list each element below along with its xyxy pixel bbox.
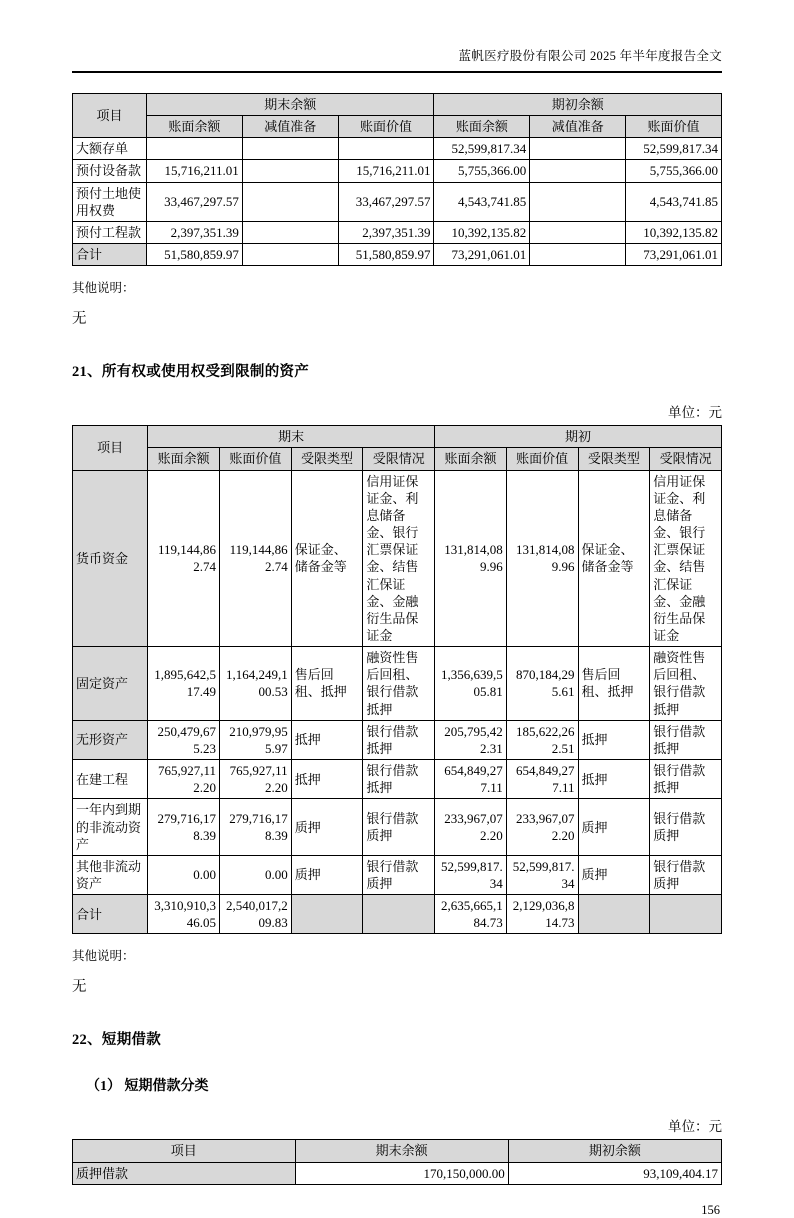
cell-value: 1,895,642,517.49: [148, 647, 220, 721]
table-row: [73, 720, 722, 759]
table-header-row: [73, 94, 722, 116]
cell-restriction-detail: 银行借款抵押: [363, 720, 435, 759]
cell-value: 1,164,249,100.53: [219, 647, 291, 721]
cell-value: 10,392,135.82: [434, 221, 530, 243]
other-note-value: 无: [72, 311, 87, 328]
table-row: [73, 221, 722, 243]
column-header: 减值准备: [242, 116, 338, 138]
cell-value: 2,635,665,184.73: [435, 895, 507, 934]
cell-value: [530, 221, 626, 243]
cell-value: [242, 138, 338, 160]
column-header: 受限类型: [291, 448, 363, 470]
row-label: 预付设备款: [73, 160, 147, 182]
cell-value: 119,144,862.74: [148, 470, 220, 647]
column-group-beginning: 期初余额: [434, 94, 722, 116]
cell-restriction-detail: 信用证保证金、利息储备金、银行汇票保证金、结售汇保证金、金融衍生品保证金: [650, 470, 722, 647]
page-number: 156: [701, 1202, 720, 1217]
restricted-assets-table: [72, 425, 722, 934]
cell-value: 0.00: [219, 855, 291, 894]
column-header: 账面余额: [148, 448, 220, 470]
row-label: 在建工程: [73, 760, 148, 799]
cell-value: [242, 244, 338, 266]
cell-restriction-detail: 融资性售后回租、银行借款抵押: [363, 647, 435, 721]
report-title-header: [72, 46, 722, 73]
report-title: 蓝帆医疗股份有限公司 2025 年半年度报告全文: [458, 49, 722, 63]
table-row: [73, 470, 722, 647]
cell-value: 33,467,297.57: [146, 182, 242, 221]
cell-value: 2,397,351.39: [338, 221, 434, 243]
column-header: 账面价值: [219, 448, 291, 470]
table-row: [73, 138, 722, 160]
cell-restriction-detail: 信用证保证金、利息储备金、银行汇票保证金、结售汇保证金、金融衍生品保证金: [363, 470, 435, 647]
cell-value: 5,755,366.00: [434, 160, 530, 182]
table-row: [73, 160, 722, 182]
table-row: [73, 855, 722, 894]
cell-restriction-type: 保证金、储备金等: [578, 470, 650, 647]
cell-restriction-type: 保证金、储备金等: [291, 470, 363, 647]
cell-value: [338, 138, 434, 160]
cell-value: 10,392,135.82: [626, 221, 722, 243]
row-label: 质押借款: [73, 1162, 296, 1184]
column-header: 期末余额: [295, 1140, 508, 1162]
cell-value: 233,967,072.20: [506, 799, 578, 855]
cell-value: 279,716,178.39: [148, 799, 220, 855]
cell-value: [530, 182, 626, 221]
table-header-row: [73, 1140, 722, 1162]
table-subheader-row: [73, 116, 722, 138]
cell-value: 4,543,741.85: [626, 182, 722, 221]
row-label-total: 合计: [73, 244, 147, 266]
table-row: [73, 647, 722, 721]
table-subheader-row: [73, 448, 722, 470]
cell-value: 2,540,017,209.83: [219, 895, 291, 934]
cell-value: 52,599,817.34: [506, 855, 578, 894]
cell-value: [146, 138, 242, 160]
row-label: 预付土地使用权费: [73, 182, 147, 221]
cell-restriction-detail: 银行借款质押: [650, 855, 722, 894]
cell-value: 33,467,297.57: [338, 182, 434, 221]
cell-value: 205,795,422.31: [435, 720, 507, 759]
cell-value: 52,599,817.34: [434, 138, 530, 160]
cell-value: 52,599,817.34: [435, 855, 507, 894]
cell-value: 233,967,072.20: [435, 799, 507, 855]
cell-value: [530, 160, 626, 182]
column-header: 减值准备: [530, 116, 626, 138]
cell-value: 4,543,741.85: [434, 182, 530, 221]
cell-value: 93,109,404.17: [508, 1162, 721, 1184]
cell-restriction-type: 质押: [291, 855, 363, 894]
unit-label: 单位：元: [668, 405, 722, 421]
column-group-ending: 期末余额: [146, 94, 433, 116]
cell-value: 52,599,817.34: [626, 138, 722, 160]
cell-restriction-type: 抵押: [578, 760, 650, 799]
column-header: 账面余额: [434, 116, 530, 138]
table-total-row: [73, 895, 722, 934]
cell-value: 5,755,366.00: [626, 160, 722, 182]
cell-value: 765,927,112.20: [219, 760, 291, 799]
cell-value: [530, 138, 626, 160]
cell-value: 51,580,859.97: [146, 244, 242, 266]
cell-restriction-type: 质押: [291, 799, 363, 855]
cell-restriction-type: 售后回租、抵押: [291, 647, 363, 721]
short-term-loans-table: [72, 1139, 722, 1184]
row-label: 固定资产: [73, 647, 148, 721]
column-header-item: 项目: [73, 1140, 296, 1162]
cell-value: [242, 182, 338, 221]
row-label: 大额存单: [73, 138, 147, 160]
cell-restriction-detail: 银行借款质押: [363, 799, 435, 855]
column-header-item: 项目: [73, 426, 148, 470]
table-header-row: [73, 426, 722, 448]
cell-value: 51,580,859.97: [338, 244, 434, 266]
other-note-label: 其他说明：: [72, 281, 135, 296]
cell-value: 15,716,211.01: [146, 160, 242, 182]
section-21-title: 21、所有权或使用权受到限制的资产: [72, 364, 310, 381]
cell-restriction-detail: 银行借款质押: [363, 855, 435, 894]
column-header: 受限类型: [578, 448, 650, 470]
cell-restriction-type: 质押: [578, 799, 650, 855]
column-group-ending: 期末: [148, 426, 435, 448]
cell-restriction-detail: [363, 895, 435, 934]
cell-restriction-type: [291, 895, 363, 934]
cell-restriction-detail: 银行借款抵押: [650, 720, 722, 759]
cell-restriction-detail: 融资性售后回租、银行借款抵押: [650, 647, 722, 721]
column-header: 账面价值: [338, 116, 434, 138]
cell-value: 870,184,295.61: [506, 647, 578, 721]
cell-restriction-detail: 银行借款抵押: [363, 760, 435, 799]
cell-value: [242, 221, 338, 243]
table-total-row: [73, 244, 722, 266]
cell-value: 185,622,262.51: [506, 720, 578, 759]
section-22-subtitle: （1） 短期借款分类: [86, 1079, 209, 1095]
row-label: 预付工程款: [73, 221, 147, 243]
cell-value: 0.00: [148, 855, 220, 894]
column-header: 账面余额: [435, 448, 507, 470]
unit-label: 单位：元: [668, 1119, 722, 1135]
cell-restriction-detail: [650, 895, 722, 934]
column-group-beginning: 期初: [435, 426, 722, 448]
other-note-label: 其他说明：: [72, 949, 135, 964]
column-header: 账面余额: [146, 116, 242, 138]
table-row: [73, 760, 722, 799]
cell-restriction-type: 售后回租、抵押: [578, 647, 650, 721]
section-22-title: 22、短期借款: [72, 1032, 162, 1049]
row-label: 货币资金: [73, 470, 148, 647]
cell-value: 73,291,061.01: [626, 244, 722, 266]
table-row: [73, 799, 722, 855]
row-label: 一年内到期的非流动资产: [73, 799, 148, 855]
cell-value: 2,129,036,814.73: [506, 895, 578, 934]
column-header: 期初余额: [508, 1140, 721, 1162]
cell-value: 15,716,211.01: [338, 160, 434, 182]
column-header: 账面价值: [506, 448, 578, 470]
cell-value: 170,150,000.00: [295, 1162, 508, 1184]
cell-value: 250,479,675.23: [148, 720, 220, 759]
cell-value: [242, 160, 338, 182]
cell-value: 3,310,910,346.05: [148, 895, 220, 934]
cell-value: 131,814,089.96: [506, 470, 578, 647]
row-label-total: 合计: [73, 895, 148, 934]
table-row: [73, 182, 722, 221]
cell-value: 210,979,955.97: [219, 720, 291, 759]
cell-restriction-type: [578, 895, 650, 934]
cell-restriction-detail: 银行借款质押: [650, 799, 722, 855]
cell-value: 765,927,112.20: [148, 760, 220, 799]
table-row: [73, 1162, 722, 1184]
column-header: 账面价值: [626, 116, 722, 138]
row-label: 无形资产: [73, 720, 148, 759]
cell-restriction-type: 抵押: [291, 760, 363, 799]
column-header-item: 项目: [73, 94, 147, 138]
column-header: 受限情况: [363, 448, 435, 470]
cell-restriction-type: 质押: [578, 855, 650, 894]
cell-restriction-type: 抵押: [578, 720, 650, 759]
cell-value: 279,716,178.39: [219, 799, 291, 855]
column-header: 受限情况: [650, 448, 722, 470]
row-label: 其他非流动资产: [73, 855, 148, 894]
cell-value: 654,849,277.11: [506, 760, 578, 799]
cell-value: [530, 244, 626, 266]
prepayments-balance-table: [72, 93, 722, 266]
cell-value: 73,291,061.01: [434, 244, 530, 266]
cell-restriction-detail: 银行借款抵押: [650, 760, 722, 799]
other-note-value: 无: [72, 979, 87, 996]
cell-value: 1,356,639,505.81: [435, 647, 507, 721]
cell-value: 654,849,277.11: [435, 760, 507, 799]
cell-restriction-type: 抵押: [291, 720, 363, 759]
cell-value: 2,397,351.39: [146, 221, 242, 243]
cell-value: 119,144,862.74: [219, 470, 291, 647]
cell-value: 131,814,089.96: [435, 470, 507, 647]
